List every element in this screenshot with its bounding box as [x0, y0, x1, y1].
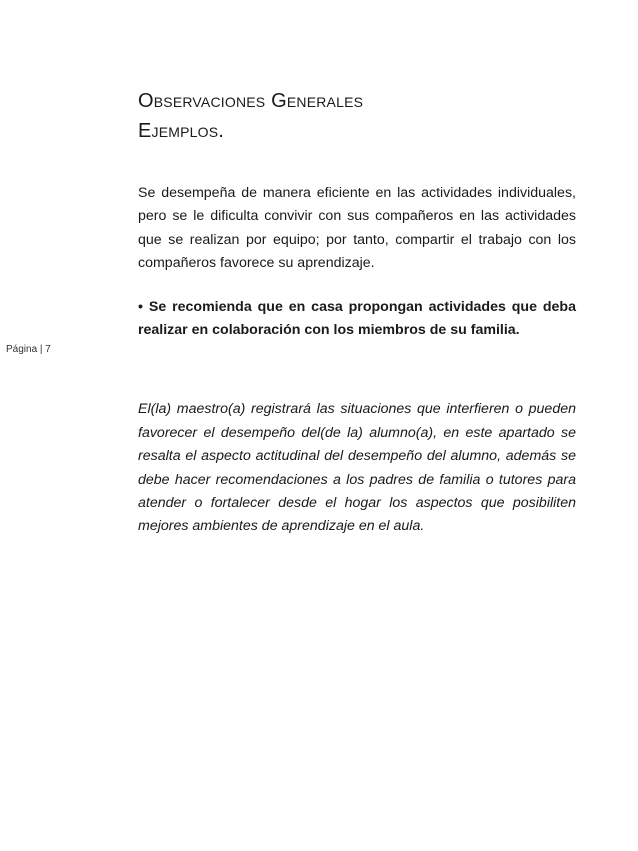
document-body	[138, 86, 576, 553]
observation-paragraph: Se desempeña de manera eficiente en las actividades individuales, pero se le dificulta convivir con sus compañeros en las actividades que se realizan por equipo; por tanto, compartir el trabajo con los compañeros favorece su aprendizaje.	[138, 185, 576, 272]
instructions-paragraph: El(la) maestro(a) registrará las situaciones que interfieren o pueden favorecer el desempeño del(de la) alumno(a), en este apartado se resalta el aspecto actitudinal del desempeño del alumno, además se debe hacer recomendaciones a los padres de familia o tutores para atender o fortalecer desde el hogar los aspectos que posibiliten mejores ambientes de aprendizaje en el aula.	[138, 401, 576, 535]
section-heading: Observaciones Generales	[138, 90, 364, 112]
recommendation-paragraph: • Se recomienda que en casa propongan actividades que deba realizar en colaboración con los miembros de su familia.	[138, 298, 576, 339]
page-number: Página | 7	[6, 344, 51, 355]
subsection-heading: Ejemplos.	[138, 120, 225, 142]
